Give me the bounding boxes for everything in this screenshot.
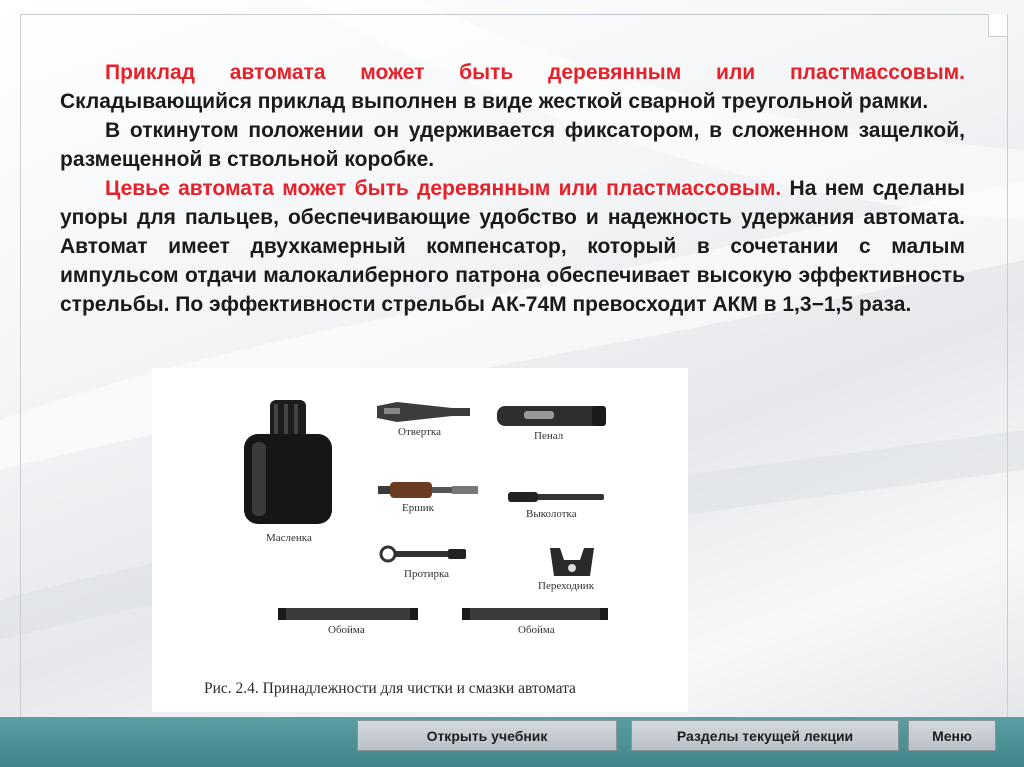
paragraph-1	[60, 58, 965, 116]
paragraph-2	[60, 116, 965, 174]
label-pencil-case: Пенал	[534, 430, 564, 442]
brush-icon	[378, 482, 478, 498]
paragraph-2-text: В откинутом положении он удерживается фиксатором, в сложенном защелкой, размещенной в ствольной коробке.	[60, 119, 965, 171]
paragraph-3-text: На нем сделаны упоры для пальцев, обеспечивающие удобство и надежность удержания автомата. Автомат имеет двухкамерный компенсатор, который в сочетании с малым импульсом отдачи малокалиберного патрона обеспечивает высокую эффективность стрельбы. По эффективности стрельбы АК-74М превосходит АКМ в 1,3−1,5 раза.	[60, 177, 965, 316]
label-oil-bottle: Масленка	[266, 532, 312, 544]
label-wiper: Протирка	[404, 568, 450, 580]
accessories-illustration	[152, 368, 688, 712]
label-drift: Выколотка	[526, 508, 577, 520]
pencil-case-icon	[497, 406, 606, 426]
screwdriver-icon	[377, 402, 470, 422]
slide-text	[60, 58, 965, 319]
drift-icon	[508, 492, 604, 502]
paragraph-3-highlight: Цевье автомата может быть деревянным или пластмассовым.	[105, 177, 782, 200]
menu-button[interactable]: Меню	[908, 720, 996, 751]
page-corner-fold	[988, 14, 1007, 37]
clip-right-icon	[462, 608, 608, 620]
figure-caption: Рис. 2.4. Принадлежности для чистки и смазки автомата	[204, 680, 576, 697]
label-clip-right: Обойма	[518, 624, 555, 636]
label-clip-left: Обойма	[328, 624, 365, 636]
clip-left-icon	[278, 608, 418, 620]
label-screwdriver: Отвертка	[398, 426, 441, 438]
adapter-icon	[550, 548, 594, 576]
wiper-icon	[381, 547, 466, 561]
paragraph-1-highlight: Приклад автомата может быть деревянным или пластмассовым.	[105, 61, 965, 84]
paragraph-3	[60, 174, 965, 319]
paragraph-1-text: Складывающийся приклад выполнен в виде жесткой сварной треугольной рамки.	[60, 90, 929, 113]
accessories-figure	[152, 368, 688, 712]
label-brush: Ершик	[402, 502, 434, 514]
oil-bottle-icon	[244, 400, 332, 524]
lecture-sections-button[interactable]: Разделы текущей лекции	[631, 720, 899, 751]
open-textbook-button[interactable]: Открыть учебник	[357, 720, 617, 751]
label-adapter: Переходник	[538, 580, 595, 592]
